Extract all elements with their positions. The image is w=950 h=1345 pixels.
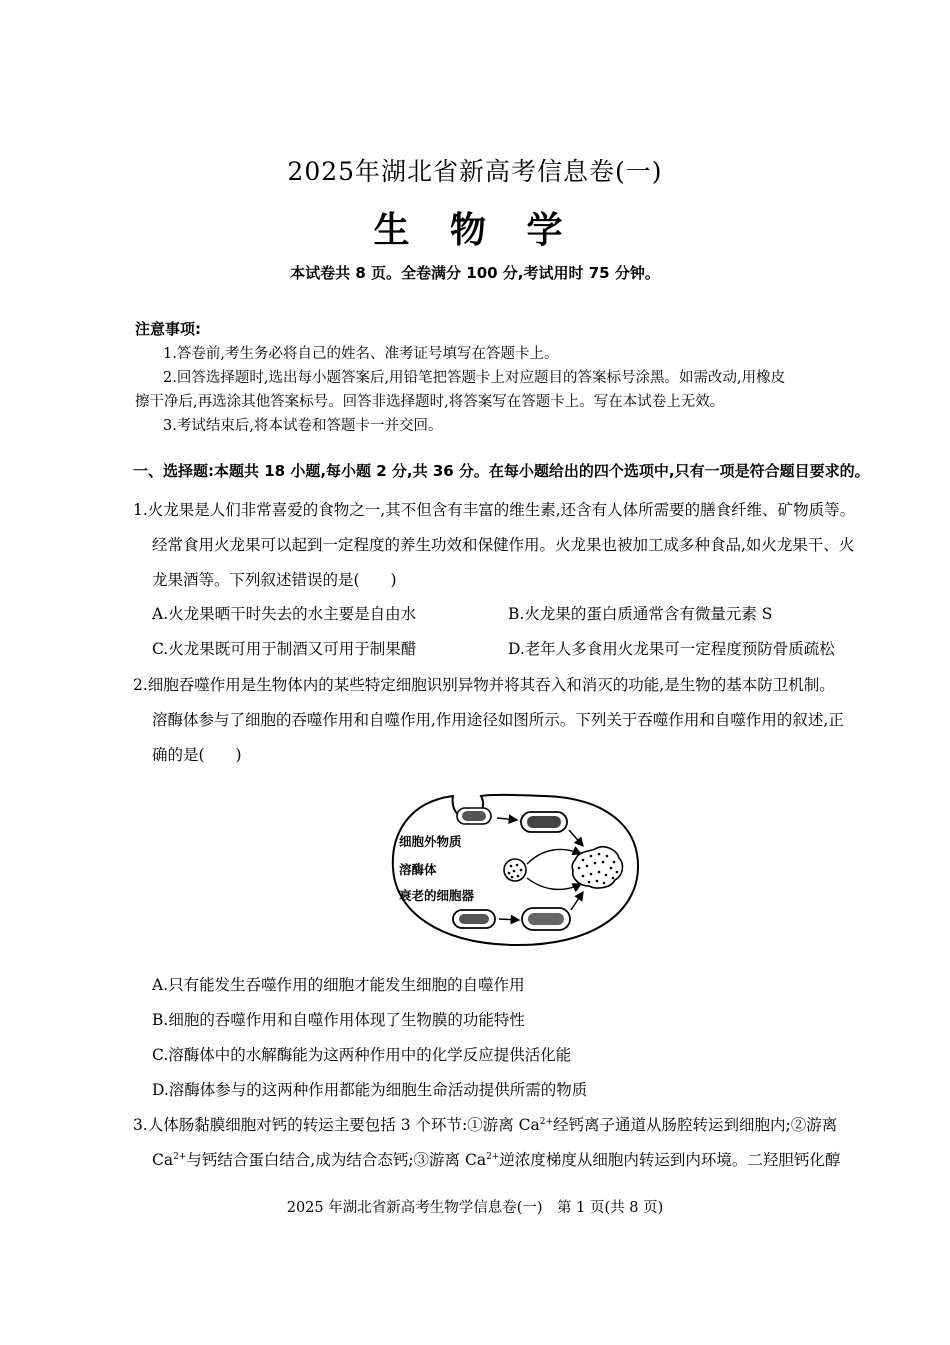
page-footer: 2025 年湖北省新高考生物学信息卷(一) 第 1 页(共 8 页)	[286, 1200, 664, 1216]
phagocytic-vesicle-icon	[457, 808, 491, 824]
question-2-option-c: C.溶酶体中的水解酶能为这两种作用中的化学反应提供活化能	[152, 1046, 572, 1064]
notice-item: 2.回答选择题时,选出每小题答案后,用铅笔把答题卡上对应题目的答案标号涂黑。如需改动,用橡皮	[163, 370, 786, 386]
autophagosome-icon	[522, 908, 570, 930]
question-2-line: 确的是( )	[152, 746, 242, 764]
question-1-option-d: D.老年人多食用火龙果可一定程度预防骨质疏松	[508, 640, 835, 658]
question-3-line: 3.人体肠黏膜细胞对钙的转运主要包括 3 个环节:①游离 $Ca^{2+}$经钙离子通道从肠腔转运到细胞内;②游离	[133, 1116, 838, 1134]
subject-title: 生 物 学	[373, 210, 577, 251]
phagosome-icon	[521, 812, 567, 832]
question-2-option-d: D.溶酶体参与的这两种作用都能为细胞生命活动提供所需的物质	[152, 1081, 588, 1099]
question-2-option-a: A.只有能发生吞噬作用的细胞才能发生细胞的自噬作用	[152, 976, 525, 994]
question-3-line: $Ca^{2+}$与钙结合蛋白结合,成为结合态钙;③游离 $Ca^{2+}$逆浓度梯度从细胞内转运到内环境。二羟胆钙化醇	[152, 1151, 841, 1169]
question-1-option-a: A.火龙果晒干时失去的水主要是自由水	[152, 605, 417, 623]
exam-title: 2025年湖北省新高考信息卷(一)	[287, 157, 663, 186]
exam-info: 本试卷共 8 页。全卷满分 100 分,考试用时 75 分钟。	[290, 264, 660, 282]
question-1-option-b: B.火龙果的蛋白质通常含有微量元素 S	[508, 605, 773, 623]
question-1-line: 经常食用火龙果可以起到一定程度的养生功效和保健作用。火龙果也被加工成多种食品,如火龙果干、火	[152, 536, 855, 554]
notice-item: 擦干净后,再选涂其他答案标号。回答非选择题时,将答案写在答题卡上。写在本试卷上无效。	[135, 394, 725, 410]
arrow	[527, 878, 581, 889]
arrow	[499, 919, 519, 920]
question-2-option-b: B.细胞的吞噬作用和自噬作用体现了生物膜的功能特性	[152, 1011, 525, 1029]
question-2-line: 溶酶体参与了细胞的吞噬作用和自噬作用,作用途径如图所示。下列关于吞噬作用和自噬作用的叙述,正	[152, 711, 844, 729]
arrow	[569, 830, 583, 846]
aged-organelle-icon	[453, 910, 495, 928]
section-heading: 一、选择题:本题共 18 小题,每小题 2 分,共 36 分。在每小题给出的四个选项中,只有一项是符合题目要求的。	[133, 462, 870, 480]
question-2-line: 2.细胞吞噬作用是生物体内的某些特定细胞识别异物并将其吞入和消灭的功能,是生物的基本防卫机制。	[133, 676, 835, 694]
arrow	[571, 892, 583, 910]
notice-heading: 注意事项:	[135, 320, 201, 338]
label-extracellular: 细胞外物质	[399, 834, 462, 849]
question-1-line: 1.火龙果是人们非常喜爱的食物之一,其不但含有丰富的维生素,还含有人体所需要的膳食纤维、矿物质等。	[133, 501, 856, 519]
notice-item: 3.考试结束后,将本试卷和答题卡一并交回。	[163, 418, 443, 434]
arrow	[497, 818, 517, 820]
phagocytosis-diagram	[385, 788, 645, 950]
notice-item: 1.答卷前,考生务必将自己的姓名、准考证号填写在答题卡上。	[163, 346, 559, 362]
label-aged-organelle: 衰老的细胞器	[399, 888, 475, 903]
question-1-option-c: C.火龙果既可用于制酒又可用于制果醋	[152, 640, 417, 658]
label-lysosome: 溶酶体	[399, 862, 437, 877]
question-1-line: 龙果酒等。下列叙述错误的是( )	[152, 571, 397, 589]
lysosome-icon	[504, 859, 526, 881]
